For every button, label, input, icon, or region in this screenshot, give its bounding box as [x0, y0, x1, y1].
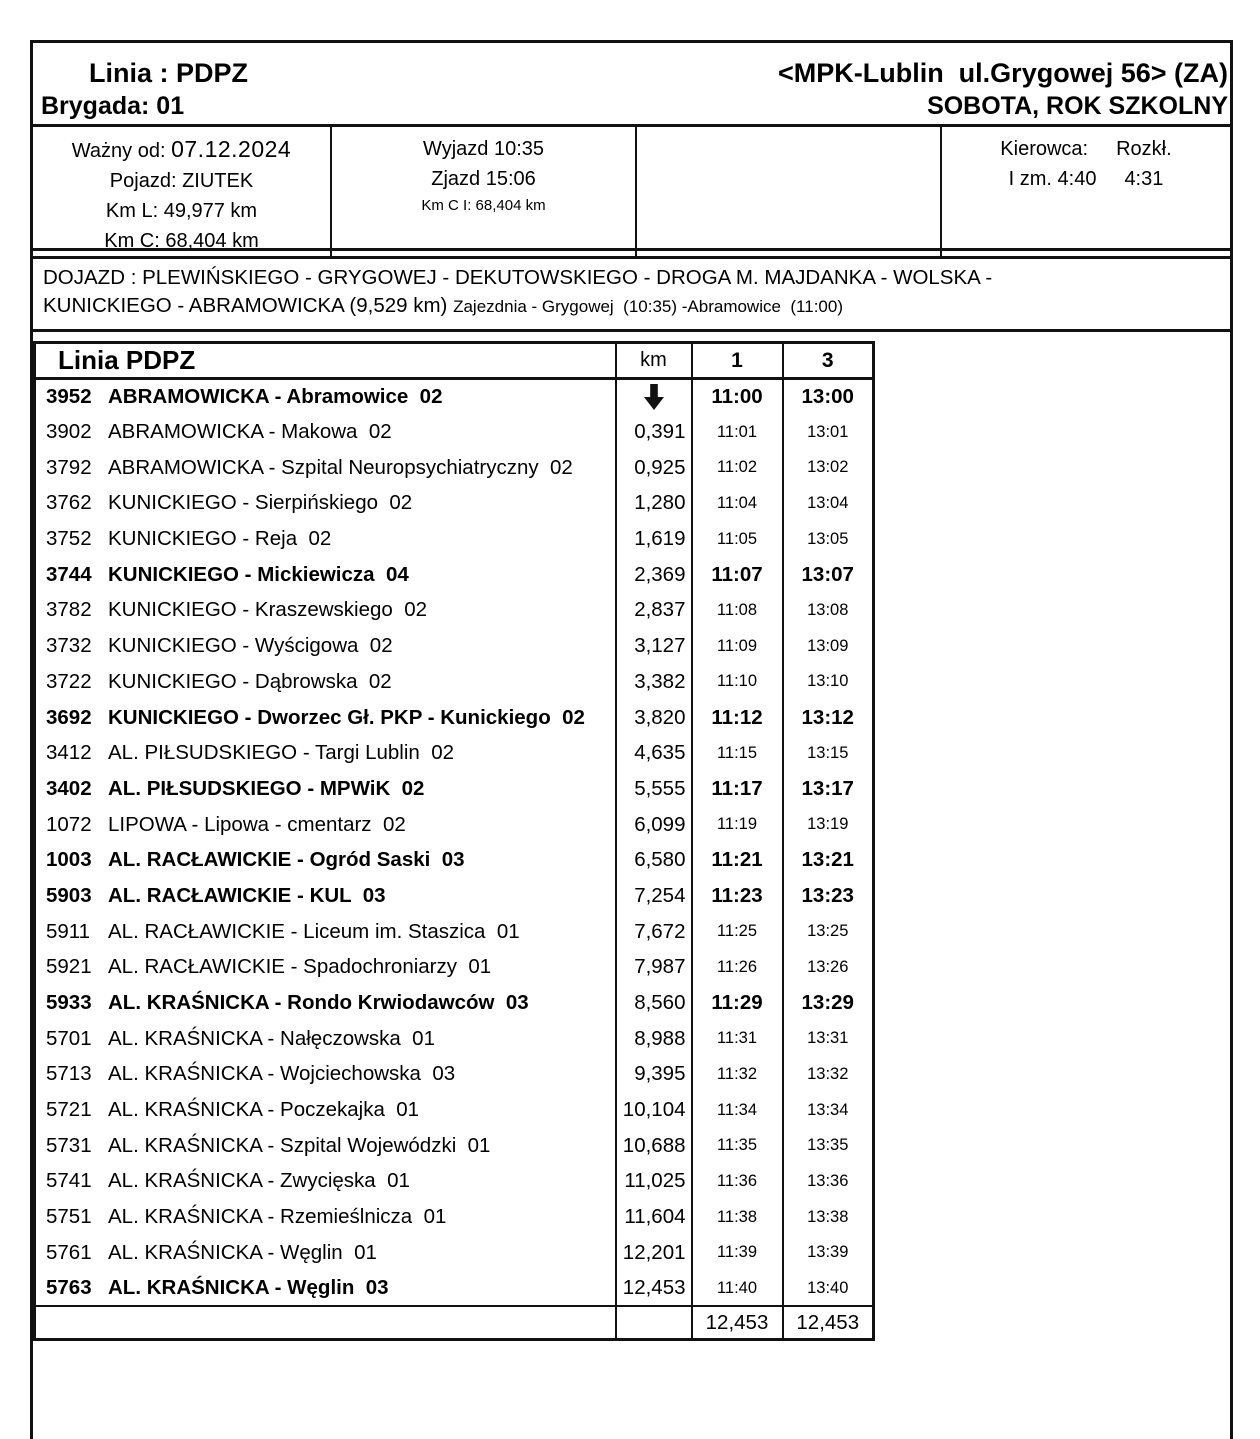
time-course-2: 13:39 [783, 1235, 874, 1271]
km-value: 10,104 [616, 1092, 692, 1128]
km-value: 1,280 [616, 486, 692, 522]
time-course-2: 13:09 [783, 628, 874, 664]
stop-code: 3744 [46, 562, 92, 586]
km-value: 3,820 [616, 700, 692, 736]
departure-time-label: Wyjazd 10:35 [423, 138, 544, 160]
km-value: 2,837 [616, 593, 692, 629]
km-value: 9,395 [616, 1057, 692, 1093]
stop-cell [35, 414, 616, 450]
stop-row [35, 950, 874, 986]
time-course-2: 13:10 [783, 664, 874, 700]
stop-name: KUNICKIEGO - Wyścigowa 02 [108, 634, 393, 658]
km-value: 11,025 [616, 1164, 692, 1200]
stop-code: 3722 [46, 669, 92, 693]
info-col-empty [637, 127, 942, 256]
shift-value: 4:31 [1124, 168, 1164, 190]
time-course-2: 13:19 [783, 807, 874, 843]
stop-row [35, 700, 874, 736]
stop-code: 3792 [46, 455, 92, 479]
stop-row [35, 486, 874, 522]
shift-row [942, 164, 1230, 194]
time-course-2: 13:31 [783, 1021, 874, 1057]
time-course-1: 11:15 [692, 735, 783, 771]
valid-from-label: Ważny od: [71, 140, 166, 162]
stop-row [35, 842, 874, 878]
stop-cell [35, 379, 616, 415]
km-value: 10,688 [616, 1128, 692, 1164]
stop-code: 5713 [46, 1062, 92, 1086]
stop-row [35, 379, 874, 415]
km-value: 3,382 [616, 664, 692, 700]
time-course-1: 11:40 [692, 1271, 783, 1307]
stop-row [35, 878, 874, 914]
stop-row [35, 807, 874, 843]
stop-cell [35, 450, 616, 486]
km-c-label: Km C: 68,404 km [104, 230, 259, 252]
time-course-2: 13:01 [783, 414, 874, 450]
stop-cell [35, 593, 616, 629]
km-value: 6,580 [616, 842, 692, 878]
stop-name: ABRAMOWICKA - Makowa 02 [108, 420, 392, 444]
km-ci-label: Km C I: 68,404 km [421, 197, 546, 214]
stop-cell [35, 1128, 616, 1164]
stop-code: 5911 [46, 919, 91, 943]
time-course-2: 13:26 [783, 950, 874, 986]
time-course-1: 11:38 [692, 1199, 783, 1235]
km-value: 8,988 [616, 1021, 692, 1057]
stop-row [35, 557, 874, 593]
km-value: 11,604 [616, 1199, 692, 1235]
stop-row [35, 735, 874, 771]
timetable-document [30, 40, 1233, 1439]
stop-name: AL. PIŁSUDSKIEGO - MPWiK 02 [108, 776, 425, 800]
km-value: 7,254 [616, 878, 692, 914]
stop-name: AL. RACŁAWICKIE - Liceum im. Staszica 01 [108, 919, 520, 943]
km-value: 0,391 [616, 414, 692, 450]
time-course-1: 11:34 [692, 1092, 783, 1128]
stop-name: AL. RACŁAWICKIE - Ogród Saski 03 [108, 848, 465, 872]
stop-name: AL. KRAŚNICKA - Rondo Krwiodawców 03 [108, 991, 529, 1015]
time-course-2: 13:00 [783, 379, 874, 415]
stop-name: AL. KRAŚNICKA - Węglin 03 [108, 1276, 389, 1300]
time-course-1: 11:01 [692, 414, 783, 450]
km-value: 0,925 [616, 450, 692, 486]
km-value: 12,453 [616, 1271, 692, 1307]
stop-row [35, 593, 874, 629]
route-description [33, 256, 1230, 332]
time-course-2: 13:08 [783, 593, 874, 629]
stop-name: LIPOWA - Lipowa - cmentarz 02 [108, 812, 406, 836]
total-km-course-1: 12,453 [692, 1306, 783, 1339]
pull-in-time-label: Zjazd 15:06 [431, 168, 536, 190]
stop-row [35, 521, 874, 557]
km-value: 7,987 [616, 950, 692, 986]
stop-name: ABRAMOWICKA - Szpital Neuropsychiatryczny 02 [108, 455, 573, 479]
stop-row [35, 1021, 874, 1057]
stop-cell [35, 1235, 616, 1271]
stop-cell [35, 1199, 616, 1235]
stop-name: AL. KRAŚNICKA - Poczekajka 01 [108, 1098, 420, 1122]
km-value: 12,201 [616, 1235, 692, 1271]
time-course-2: 13:34 [783, 1092, 874, 1128]
time-course-1: 11:19 [692, 807, 783, 843]
time-course-2: 13:36 [783, 1164, 874, 1200]
timetable-body [35, 379, 874, 1307]
time-course-1: 11:12 [692, 700, 783, 736]
shift-label: I zm. 4:40 [1008, 168, 1097, 190]
stop-code: 5921 [46, 955, 92, 979]
stop-name: KUNICKIEGO - Sierpińskiego 02 [108, 491, 413, 515]
stop-row [35, 1164, 874, 1200]
stop-code: 3732 [46, 634, 92, 658]
stop-code: 5933 [46, 991, 92, 1015]
stop-code: 5741 [46, 1169, 92, 1193]
km-value: 5,555 [616, 771, 692, 807]
time-course-2: 13:38 [783, 1199, 874, 1235]
stop-name: KUNICKIEGO - Dąbrowska 02 [108, 669, 392, 693]
stop-code: 5761 [46, 1240, 92, 1264]
stop-cell [35, 735, 616, 771]
km-column-header: km [616, 343, 692, 379]
stop-code: 5763 [46, 1276, 92, 1300]
stop-code: 5751 [46, 1205, 92, 1229]
stop-cell [35, 842, 616, 878]
stop-row [35, 1057, 874, 1093]
brigade-label: Brygada: 01 [41, 92, 185, 120]
timetable [33, 341, 875, 1341]
time-course-1: 11:02 [692, 450, 783, 486]
driver-label: Kierowca: [1000, 138, 1089, 160]
stop-cell [35, 914, 616, 950]
info-col-times [332, 127, 637, 256]
time-course-1: 11:05 [692, 521, 783, 557]
time-course-2: 13:23 [783, 878, 874, 914]
stop-cell [35, 664, 616, 700]
stop-cell [35, 521, 616, 557]
stop-row [35, 664, 874, 700]
time-course-2: 13:35 [783, 1128, 874, 1164]
stop-row [35, 628, 874, 664]
km-value: 2,369 [616, 557, 692, 593]
stop-code: 5701 [46, 1026, 92, 1050]
stop-name: AL. KRAŚNICKA - Szpital Wojewódzki 01 [108, 1133, 491, 1157]
time-course-1: 11:09 [692, 628, 783, 664]
time-course-1: 11:35 [692, 1128, 783, 1164]
stop-name: KUNICKIEGO - Reja 02 [108, 527, 332, 551]
km-l-label: Km L: 49,977 km [105, 200, 258, 222]
time-course-1: 11:23 [692, 878, 783, 914]
time-course-2: 13:40 [783, 1271, 874, 1307]
stop-name: KUNICKIEGO - Dworzec Gł. PKP - Kunickiego 02 [108, 705, 585, 729]
totals-empty-name-cell [35, 1306, 616, 1339]
time-course-1: 11:17 [692, 771, 783, 807]
stop-code: 5721 [46, 1098, 92, 1122]
time-course-2: 13:32 [783, 1057, 874, 1093]
departure-arrow-icon [644, 384, 664, 410]
stop-name: AL. KRAŚNICKA - Węglin 01 [108, 1240, 377, 1264]
stop-cell [35, 1021, 616, 1057]
route-line-2 [43, 292, 1222, 321]
stop-code: 5731 [46, 1133, 92, 1157]
stop-name: ABRAMOWICKA - Abramowice 02 [108, 385, 443, 409]
valid-from-value: 07.12.2024 [171, 136, 292, 162]
time-course-1: 11:32 [692, 1057, 783, 1093]
stop-cell [35, 985, 616, 1021]
stop-code: 3902 [46, 420, 92, 444]
stop-name: AL. RACŁAWICKIE - KUL 03 [108, 883, 386, 907]
stop-row [35, 771, 874, 807]
stop-row [35, 1271, 874, 1307]
km-value: 6,099 [616, 807, 692, 843]
time-course-2: 13:21 [783, 842, 874, 878]
time-course-1: 11:21 [692, 842, 783, 878]
route-line-2-detail: Zajezdnia - Grygowej (10:35) -Abramowice (11:00) [453, 297, 843, 316]
stop-row [35, 1199, 874, 1235]
stop-cell [35, 1164, 616, 1200]
route-line-2-main: KUNICKIEGO - ABRAMOWICKA (9,529 km) [43, 294, 448, 317]
stop-cell [35, 771, 616, 807]
info-box [33, 124, 1230, 251]
time-course-2: 13:15 [783, 735, 874, 771]
stop-code: 3402 [46, 776, 92, 800]
stop-cell [35, 486, 616, 522]
time-course-1: 11:26 [692, 950, 783, 986]
timetable-header-row [35, 343, 874, 379]
km-value: 1,619 [616, 521, 692, 557]
line-title: Linia : PDPZ [89, 58, 249, 88]
time-course-2: 13:04 [783, 486, 874, 522]
km-value: 3,127 [616, 628, 692, 664]
time-course-2: 13:07 [783, 557, 874, 593]
stop-cell [35, 878, 616, 914]
time-course-1: 11:29 [692, 985, 783, 1021]
course-1-header: 1 [692, 343, 783, 379]
stop-name: AL. KRAŚNICKA - Wojciechowska 03 [108, 1062, 456, 1086]
time-course-1: 11:04 [692, 486, 783, 522]
document-header-row-2 [33, 89, 1230, 124]
info-col-vehicle [33, 127, 332, 256]
info-col-driver [942, 127, 1230, 256]
depot-address: <MPK-Lublin ul.Grygowej 56> (ZA) [777, 58, 1228, 88]
stop-code: 1003 [46, 848, 92, 872]
stop-cell [35, 700, 616, 736]
stop-row [35, 1092, 874, 1128]
stop-cell [35, 1271, 616, 1307]
totals-empty-km-cell [616, 1306, 692, 1339]
stop-row [35, 1128, 874, 1164]
stop-code: 3952 [46, 385, 92, 409]
vehicle-label: Pojazd: ZIUTEK [109, 170, 254, 192]
departure-arrow-cell [616, 379, 692, 415]
totals-row [35, 1306, 874, 1339]
valid-from-row [33, 134, 330, 166]
stop-code: 3412 [46, 741, 92, 765]
stop-code: 3762 [46, 491, 92, 515]
time-course-1: 11:36 [692, 1164, 783, 1200]
stop-name: AL. KRAŚNICKA - Zwycięska 01 [108, 1169, 410, 1193]
km-value: 4,635 [616, 735, 692, 771]
stop-cell [35, 1092, 616, 1128]
km-value: 7,672 [616, 914, 692, 950]
time-course-1: 11:08 [692, 593, 783, 629]
stop-name: KUNICKIEGO - Kraszewskiego 02 [108, 598, 427, 622]
day-type-label: SOBOTA, ROK SZKOLNY [927, 92, 1228, 120]
time-course-2: 13:05 [783, 521, 874, 557]
stop-name: AL. KRAŚNICKA - Nałęczowska 01 [108, 1026, 435, 1050]
stop-row [35, 450, 874, 486]
driver-value: Rozkł. [1116, 138, 1172, 160]
stop-row [35, 914, 874, 950]
route-line-1: DOJAZD : PLEWIŃSKIEGO - GRYGOWEJ - DEKUTOWSKIEGO - DROGA M. MAJDANKA - WOLSKA - [43, 266, 993, 289]
time-course-2: 13:25 [783, 914, 874, 950]
course-3-header: 3 [783, 343, 874, 379]
stop-code: 3692 [46, 705, 92, 729]
time-course-2: 13:02 [783, 450, 874, 486]
time-course-2: 13:17 [783, 771, 874, 807]
time-course-1: 11:25 [692, 914, 783, 950]
stop-cell [35, 1057, 616, 1093]
time-course-1: 11:31 [692, 1021, 783, 1057]
stop-name: AL. RACŁAWICKIE - Spadochroniarzy 01 [108, 955, 492, 979]
km-value: 8,560 [616, 985, 692, 1021]
stop-code: 1072 [46, 812, 92, 836]
total-km-course-2: 12,453 [783, 1306, 874, 1339]
stop-code: 5903 [46, 883, 92, 907]
stop-cell [35, 807, 616, 843]
table-title: Linia PDPZ [35, 343, 616, 379]
document-header-row-1 [33, 43, 1230, 89]
stop-row [35, 1235, 874, 1271]
stop-name: KUNICKIEGO - Mickiewicza 04 [108, 562, 409, 586]
time-course-1: 11:00 [692, 379, 783, 415]
stop-cell [35, 950, 616, 986]
time-course-1: 11:10 [692, 664, 783, 700]
stop-code: 3782 [46, 598, 92, 622]
time-course-1: 11:07 [692, 557, 783, 593]
stop-code: 3752 [46, 527, 92, 551]
stop-name: AL. PIŁSUDSKIEGO - Targi Lublin 02 [108, 741, 455, 765]
stop-cell [35, 628, 616, 664]
time-course-2: 13:12 [783, 700, 874, 736]
time-course-2: 13:29 [783, 985, 874, 1021]
stop-name: AL. KRAŚNICKA - Rzemieślnicza 01 [108, 1205, 447, 1229]
stop-cell [35, 557, 616, 593]
time-course-1: 11:39 [692, 1235, 783, 1271]
driver-row [942, 134, 1230, 164]
stop-row [35, 414, 874, 450]
stop-row [35, 985, 874, 1021]
